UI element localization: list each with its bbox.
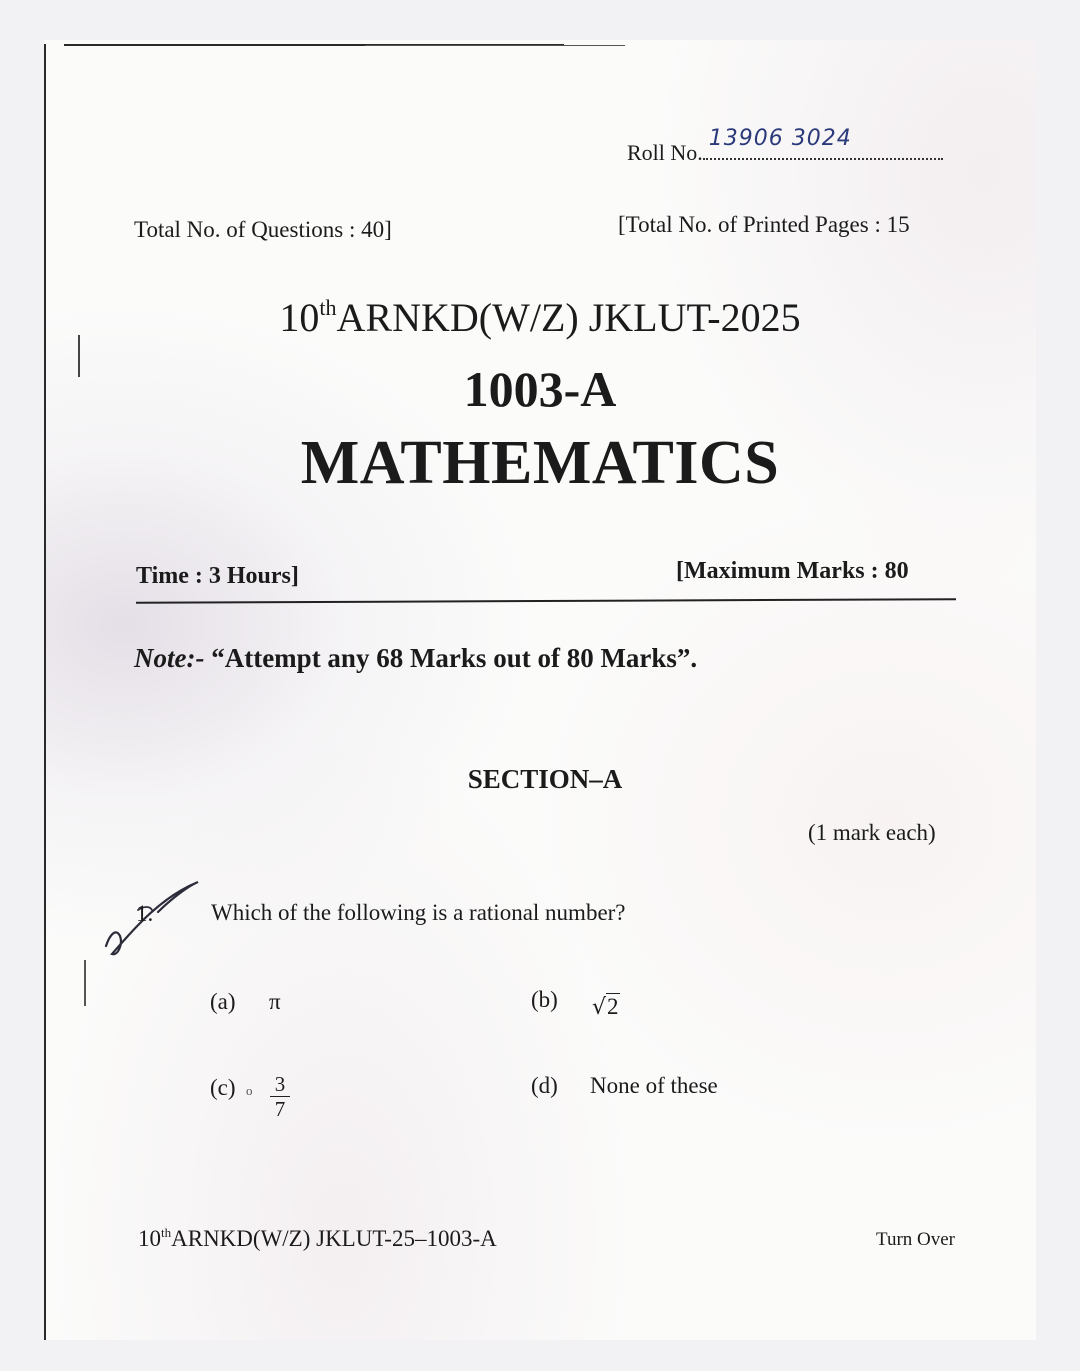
option-b-value [592, 994, 620, 1020]
section-title: SECTION–A [467, 764, 623, 794]
radical-sign: √ [592, 995, 607, 1020]
question-text: Which of the following is a rational number? [211, 900, 626, 925]
footer-code-text: ARNKD(W/Z) JKLUT-25–1003-A [171, 1226, 497, 1251]
subject-title: MATHEMATICS [300, 429, 780, 497]
square-root-expression [592, 994, 620, 1020]
footer-paper-code [138, 1225, 497, 1252]
exam-name: ARNKD(W/Z) JKLUT-2025 [336, 295, 801, 340]
fraction-numerator: 3 [270, 1072, 290, 1097]
option-b-label: (b) [531, 987, 558, 1012]
total-questions: Total No. of Questions : 40] [134, 217, 392, 242]
option-a-label: (a) [210, 989, 236, 1014]
instruction-note [134, 643, 697, 674]
section-marks: (1 mark each) [808, 820, 936, 845]
page-edge-top-faint [365, 45, 625, 46]
note-text: “Attempt any 68 Marks out of 80 Marks”. [211, 643, 698, 673]
roll-number-handwritten: 13906 3024 [708, 126, 852, 151]
footer-class-suffix: th [161, 1225, 172, 1240]
stray-mark: o [246, 1083, 253, 1098]
maximum-marks: [Maximum Marks : 80 [676, 558, 909, 584]
fraction-denominator: 7 [274, 1097, 286, 1121]
exam-title [0, 294, 1080, 341]
option-d-value: None of these [590, 1073, 718, 1098]
page-edge-left [44, 44, 46, 1340]
option-c-fraction [270, 1072, 290, 1121]
exam-time: Time : 3 Hours] [136, 563, 299, 589]
radicand: 2 [607, 994, 619, 1019]
option-c-label: (c) [210, 1075, 236, 1100]
roll-number-dotted-line [703, 126, 943, 160]
footer-class: 10 [138, 1226, 161, 1251]
roll-number-label: Roll No. [627, 140, 703, 165]
total-printed-pages: [Total No. of Printed Pages : 15 [618, 212, 910, 237]
turn-over-label: Turn Over [876, 1229, 955, 1250]
question-number: 1. [136, 901, 154, 926]
margin-mark-lower [84, 960, 86, 1006]
option-a-value: π [269, 989, 281, 1014]
exam-class-suffix: th [319, 295, 337, 320]
note-label: Note:- [134, 643, 205, 673]
exam-class: 10 [279, 295, 320, 340]
roll-number-field [627, 126, 943, 166]
option-d-label: (d) [531, 1073, 558, 1098]
paper-code: 1003-A [463, 361, 617, 417]
